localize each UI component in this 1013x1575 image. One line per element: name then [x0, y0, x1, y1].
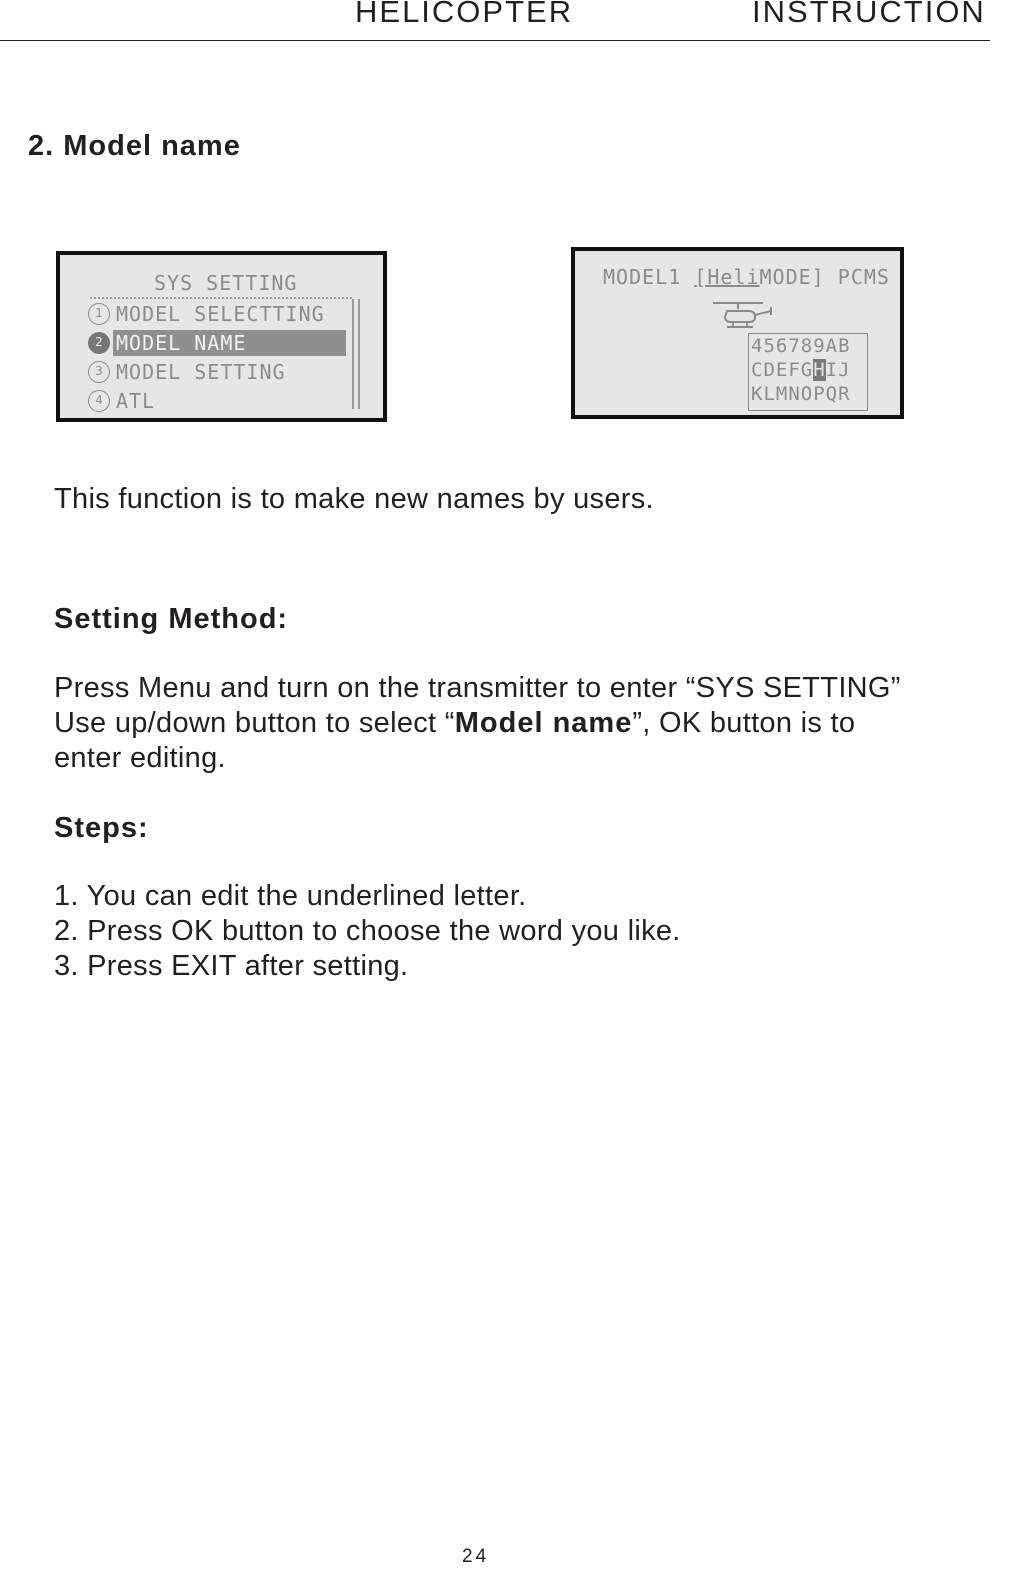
header-right-title: INSTRUCTION — [752, 0, 986, 29]
char-row-1: 456789AB — [751, 335, 851, 357]
separator — [90, 297, 352, 299]
steps-heading: Steps: — [54, 812, 149, 844]
menu-item-model-setting — [88, 359, 350, 385]
setting-method-heading: Setting Method: — [54, 603, 289, 635]
model-label: MODEL1 — [603, 265, 682, 289]
menu-item-label: MODEL SETTING — [116, 360, 286, 384]
mode-label: MODE] — [759, 265, 825, 289]
menu-item-label: MODEL NAME — [116, 331, 247, 355]
sys-setting-screen — [56, 251, 387, 422]
menu-item-label: MODEL SELECTTING — [116, 302, 325, 326]
menu-item-label: ATL — [116, 389, 156, 413]
item-number-badge: 4 — [88, 390, 110, 412]
intro-text: This function is to make new names by users. — [54, 483, 654, 515]
header-rule — [0, 40, 990, 41]
section-title: 2. Model name — [28, 130, 241, 162]
model-status-line — [603, 265, 890, 289]
model-name-screen — [571, 247, 904, 419]
cursor-char: H — [813, 359, 826, 381]
char-row-3: KLMNOPQR — [751, 383, 851, 405]
item-number-badge: 1 — [88, 303, 110, 325]
page-number: 24 — [462, 1546, 490, 1567]
modulation-label: PCMS — [837, 265, 890, 289]
step-1: 1. You can edit the underlined letter. — [54, 880, 527, 912]
menu-item-model-name — [88, 330, 350, 356]
step-2: 2. Press OK button to choose the word you like. — [54, 915, 681, 947]
item-number-badge: 2 — [88, 332, 110, 354]
menu-item-atl — [88, 388, 350, 414]
setting-method-line-2: Use up/down button to select “Model name”, OK button is to — [54, 707, 856, 739]
name-field: [Heli — [694, 265, 760, 289]
sys-setting-title: SYS SETTING — [154, 271, 298, 295]
character-picker — [748, 333, 868, 411]
setting-method-line-1: Press Menu and turn on the transmitter to enter “SYS SETTING” — [54, 672, 901, 704]
scrollbar — [352, 299, 360, 409]
menu-item-model-selectting — [88, 301, 350, 327]
setting-method-line-3: enter editing. — [54, 742, 226, 774]
header-left-title: HELICOPTER — [355, 0, 574, 29]
step-3: 3. Press EXIT after setting. — [54, 950, 409, 982]
item-number-badge: 3 — [88, 361, 110, 383]
model-name-emphasis: Model name — [454, 707, 633, 739]
helicopter-icon — [705, 297, 775, 333]
char-row-2: CDEFGHIJ — [751, 359, 851, 381]
